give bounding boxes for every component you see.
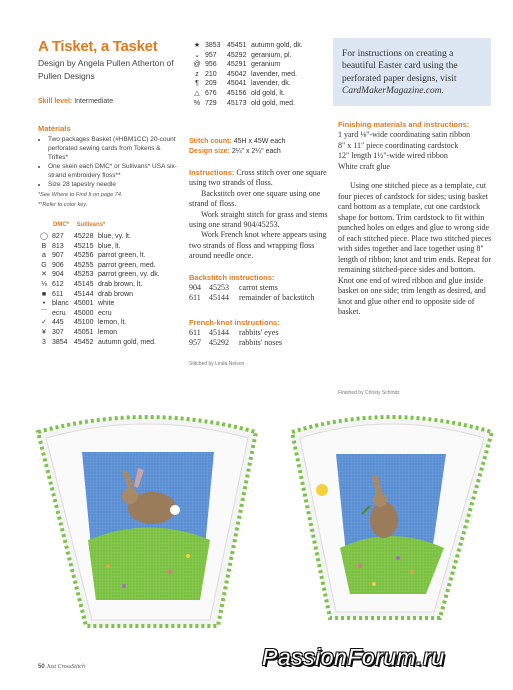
floss-symbol: % xyxy=(193,99,201,107)
floss-name: geranium xyxy=(251,61,281,69)
instructions-label: Instructions: xyxy=(189,168,235,177)
byline: Design by Angela Pullen Atherton of Pullen Designs xyxy=(38,58,174,81)
materials-item: • Size 28 tapestry needle xyxy=(48,180,178,189)
finishing-material: 1 yard ⅛"-wide coordinating satin ribbon xyxy=(338,130,471,139)
floss-symbol: ⌒ xyxy=(40,309,48,317)
stitched-by-credit: Stitched by Linda Nelson xyxy=(189,361,245,367)
floss-sullivans: 45291 xyxy=(227,61,247,69)
materials-item: • One skein each DMC* or Sullivans* USA six-strand embroidery floss** xyxy=(48,162,178,180)
floss-sullivans: 45452 xyxy=(74,338,94,346)
floss-sullivans: 45042 xyxy=(227,70,247,78)
floss-dmc: ecru xyxy=(52,309,66,317)
floss-sullivans: 45451 xyxy=(227,42,247,49)
floss-sullivans: 45000 xyxy=(74,309,94,317)
floss-dmc: blanc xyxy=(52,300,69,308)
floss-dmc: 3854 xyxy=(52,338,68,346)
frenchknot-heading: French-knot instructions: xyxy=(189,318,280,327)
floss-header-sullivans: Sullivans* xyxy=(76,222,106,228)
floss-name: lemon, lt. xyxy=(98,319,127,327)
floss-dmc: 957 xyxy=(205,51,217,59)
fk-dmc: 611 xyxy=(189,328,201,337)
floss-sullivans: 45001 xyxy=(74,300,94,308)
design-size-label: Design size: xyxy=(189,148,230,155)
floss-name: lemon xyxy=(98,328,118,336)
backstitch-heading: Backstitch instructions: xyxy=(189,273,275,282)
floss-name: old gold, med. xyxy=(251,99,295,107)
floss-symbol: △ xyxy=(194,89,200,97)
stitch-count-label: Stitch count: xyxy=(189,138,232,145)
floss-symbol: G xyxy=(41,261,47,269)
finishing-material: White craft glue xyxy=(338,161,390,171)
floss-sullivans: 45156 xyxy=(227,89,247,97)
floss-sullivans: 45145 xyxy=(74,280,94,288)
bs-dmc: 904 xyxy=(189,283,201,292)
floss-dmc: 210 xyxy=(205,70,217,78)
floss-dmc: 907 xyxy=(52,252,64,260)
article-title: A Tisket, a Tasket xyxy=(38,38,158,55)
promo-text: For instructions on creating a beautiful Easter card using the perforated paper designs, visit xyxy=(342,49,458,84)
floss-name: drab brown, lt. xyxy=(98,280,143,288)
floss-dmc: 209 xyxy=(205,80,217,88)
floss-symbol: ■ xyxy=(41,290,47,298)
floss-name: lavender, dk. xyxy=(251,80,291,88)
bs-desc: carrot stems xyxy=(239,283,278,292)
floss-name: white xyxy=(98,300,115,308)
floss-name: parrot green, vy. dk. xyxy=(98,271,160,279)
finishing-material: 12" length 1½"-wide wired ribbon xyxy=(338,151,448,160)
floss-dmc: 906 xyxy=(52,261,64,269)
materials-item: • Two packages Basket (#HBM1CC) 20-count perforated sewing cards from Tokens & Trifles* xyxy=(48,135,178,162)
materials-note-2: **Refer to color key. xyxy=(38,202,88,208)
floss-symbol: • xyxy=(42,300,46,308)
floss-name: old gold, lt. xyxy=(251,89,285,97)
stitch-count-value: 45H x 45W each xyxy=(233,138,286,145)
floss-symbol: 3 xyxy=(42,338,46,346)
floss-symbol: ⌄ xyxy=(194,51,200,59)
floss-sullivans: 45173 xyxy=(227,99,247,107)
bs-dmc: 611 xyxy=(189,293,201,302)
floss-symbol: ⅓ xyxy=(41,280,47,288)
basket-right xyxy=(292,417,492,618)
magazine-name: Just CrossStitch xyxy=(46,664,85,670)
floss-dmc: 813 xyxy=(52,242,64,250)
floss-name: lavender, med. xyxy=(251,70,297,78)
watermark: PassionForum.ru xyxy=(262,644,445,670)
floss-sullivans: 45041 xyxy=(227,80,247,88)
floss-symbol: ◯ xyxy=(40,233,48,240)
floss-sullivans: 45255 xyxy=(74,261,94,269)
floss-name: drab brown xyxy=(98,290,134,298)
floss-dmc: 445 xyxy=(52,319,64,327)
floss-dmc: 676 xyxy=(205,89,217,97)
floss-dmc: 307 xyxy=(52,328,64,336)
floss-dmc: 827 xyxy=(52,233,64,240)
design-size-value: 2¼" x 2¼" each xyxy=(231,148,281,155)
floss-symbol: ¶ xyxy=(195,80,199,88)
floss-dmc: 612 xyxy=(52,280,64,288)
floss-header-dmc: DMC* xyxy=(53,222,69,228)
floss-symbol: @ xyxy=(193,61,201,69)
floss-sullivans: 45051 xyxy=(74,328,94,336)
floss-sullivans: 45215 xyxy=(74,242,94,250)
floss-sullivans: 45100 xyxy=(74,319,94,327)
floss-symbol: ✓ xyxy=(41,319,47,327)
floss-dmc: 611 xyxy=(52,290,64,298)
finishing-instructions: Using one stitched piece as a template, cut four pieces of cardstock for sides; using basket card bottom as a template, cut one cardstock shape for bottom. Trim cardstock to fit within punched holes on edges and glue to wrong side of each stitched piece. Place two stitched pieces with sides together and lace together using 8" length of ribbon; knot and trim ends. Repeat for remaining stitched-piece sides and bottom. Knot one end of wired ribbon and glue inside basket on one side; trim length as desired, and knot and glue other end to opposite side of basket. xyxy=(338,181,492,316)
floss-symbol: ★ xyxy=(193,42,201,49)
floss-sullivans: 45292 xyxy=(227,51,247,59)
floss-symbol: ¥ xyxy=(42,328,46,336)
page-folio xyxy=(38,664,85,670)
floss-name: autumn gold, med. xyxy=(98,338,156,346)
skill-label: Skill level: xyxy=(38,98,73,105)
finishing-material: 8" x 11" piece coordinating cardstock xyxy=(338,140,459,150)
floss-sullivans: 45256 xyxy=(74,252,94,260)
basket-left xyxy=(38,417,256,626)
floss-symbol: a xyxy=(42,252,46,260)
instructions-p4: Work French knot where appears using two strands of floss and wrapping floss around needle once. xyxy=(189,230,327,261)
skill-value: Intermediate xyxy=(74,98,114,105)
bs-desc: remainder of backstitch xyxy=(239,293,315,302)
page-number: 50 xyxy=(38,664,45,670)
fk-desc: rabbits' eyes xyxy=(239,328,279,337)
floss-name: blue, vy. lt. xyxy=(98,233,131,240)
floss-name: autumn gold, dk. xyxy=(251,42,303,49)
materials-heading: Materials xyxy=(38,124,71,133)
finishing-heading: Finishing materials and instructions: xyxy=(338,120,470,129)
fk-desc: rabbits' noses xyxy=(239,338,282,347)
instructions-p1: Cross stitch over one square using two strands of floss. xyxy=(189,168,327,188)
bs-sul: 45253 xyxy=(209,283,229,292)
floss-symbol: ✕ xyxy=(41,271,47,279)
floss-symbol: B xyxy=(41,242,47,250)
floss-name: parrot green, med. xyxy=(98,261,156,269)
floss-sullivans: 45144 xyxy=(74,290,94,298)
floss-symbol: z xyxy=(195,70,199,78)
promo-site-link[interactable]: CardMakerMagazine.com. xyxy=(342,85,445,96)
floss-sullivans: 45228 xyxy=(74,233,94,240)
floss-dmc: 904 xyxy=(52,271,64,279)
sun-icon xyxy=(316,484,328,496)
floss-name: blue, lt. xyxy=(98,242,121,250)
instructions-p2: Backstitch over one square using one strand of floss. xyxy=(189,188,321,209)
floss-dmc: 956 xyxy=(205,61,217,69)
floss-name: parrot green, lt. xyxy=(98,252,146,260)
bs-sul: 45144 xyxy=(209,293,229,302)
finished-by-credit: Finished by Christy Schmitz xyxy=(338,390,400,396)
floss-name: ecru xyxy=(98,309,112,317)
rabbit-right xyxy=(370,502,398,538)
floss-dmc: 3853 xyxy=(205,42,221,49)
materials-note-1: *See Where to Find It on page 74. xyxy=(38,192,123,198)
fk-sul: 45292 xyxy=(209,338,229,347)
floss-sullivans: 45253 xyxy=(74,271,94,279)
fk-sul: 45144 xyxy=(209,328,229,337)
fk-dmc: 957 xyxy=(189,338,201,347)
floss-dmc: 729 xyxy=(205,99,217,107)
floss-name: geranium, pl. xyxy=(251,51,292,59)
instructions-p3: Work straight stitch for grass and stems using one strand 904/45253. xyxy=(189,209,328,230)
